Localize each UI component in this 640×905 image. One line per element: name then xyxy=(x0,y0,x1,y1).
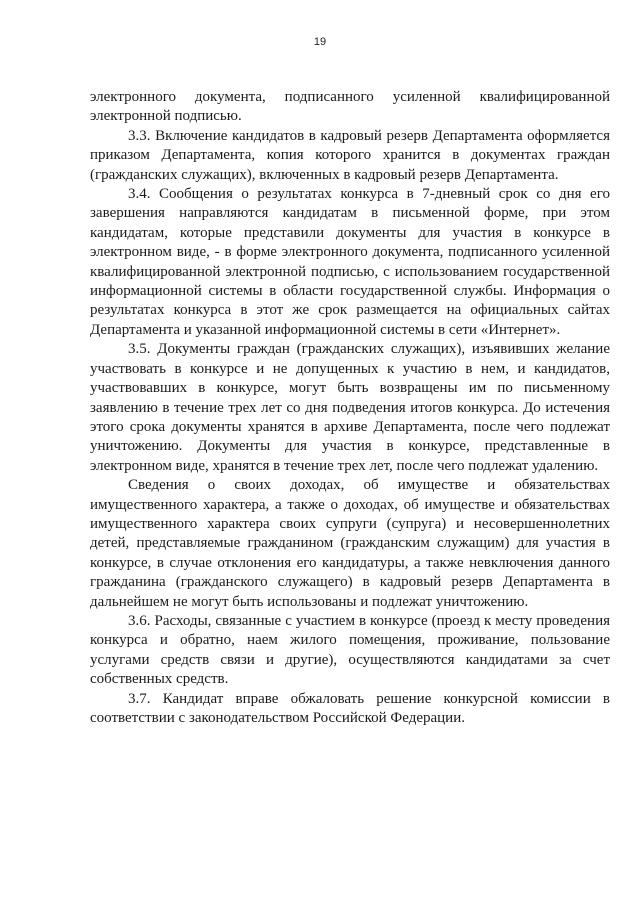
paragraph-income-info: Сведения о своих доходах, об имуществе и обязательствах имущественного характера, а также о доходах, об имуществе и обязательствах имущественного характера своих супруги (супруга) и несовершеннолетних детей, представляемые гражданином (гражданским служащим) для участия в конкурсе, в случае отклонения его кандидатуры, а также невключения данного гражданина (гражданского служащего) в кадровый резерв Департамента в дальнейшем не могут быть использованы и подлежат уничтожению. xyxy=(90,477,610,610)
paragraph-3-4: 3.4. Сообщения о результатах конкурса в 7-дневный срок со дня его завершения направляются кандидатам в письменной форме, при этом кандидатам, которые представили документы для участия в конкурсе в электронном виде, - в форме электронного документа, подписанного усиленной квалифицированной электронной подписью, с использованием государственной информационной системы в области государственной службы. Информация о результатах конкурса в этот же срок размещается на официальных сайтах Департамента и указанной информационной системы в сети «Интернет». xyxy=(90,186,610,338)
paragraph-continuation: электронного документа, подписанного усиленной квалифицированной электронной подписью. xyxy=(90,89,610,125)
page-number: 19 xyxy=(313,36,327,48)
paragraph-3-3: 3.3. Включение кандидатов в кадровый резерв Департамента оформляется приказом Департамента, копия которого хранится в документах граждан (гражданских служащих), включенных в кадровый резерв Департамента. xyxy=(90,127,610,183)
paragraph-3-5: 3.5. Документы граждан (гражданских служащих), изъявивших желание участвовать в конкурсе и не допущенных к участию в нем, и кандидатов, участвовавших в конкурсе, могут быть возвращены им по письменному заявлению в течение трех лет со дня подведения итогов конкурса. До истечения этого срока документы хранятся в архиве Департамента, после чего подлежат уничтожению. Документы для участия в конкурсе, представленные в электронном виде, хранятся в течение трех лет, после чего подлежат удалению. xyxy=(90,341,610,474)
document-body xyxy=(90,88,610,728)
paragraph-3-6: 3.6. Расходы, связанные с участием в конкурсе (проезд к месту проведения конкурса и обратно, наем жилого помещения, проживание, пользование услугами средств связи и другие), осуществляются кандидатами за счет собственных средств. xyxy=(90,612,610,688)
paragraph-3-7: 3.7. Кандидат вправе обжаловать решение конкурсной комиссии в соответствии с законодательством Российской Федерации. xyxy=(90,690,610,726)
